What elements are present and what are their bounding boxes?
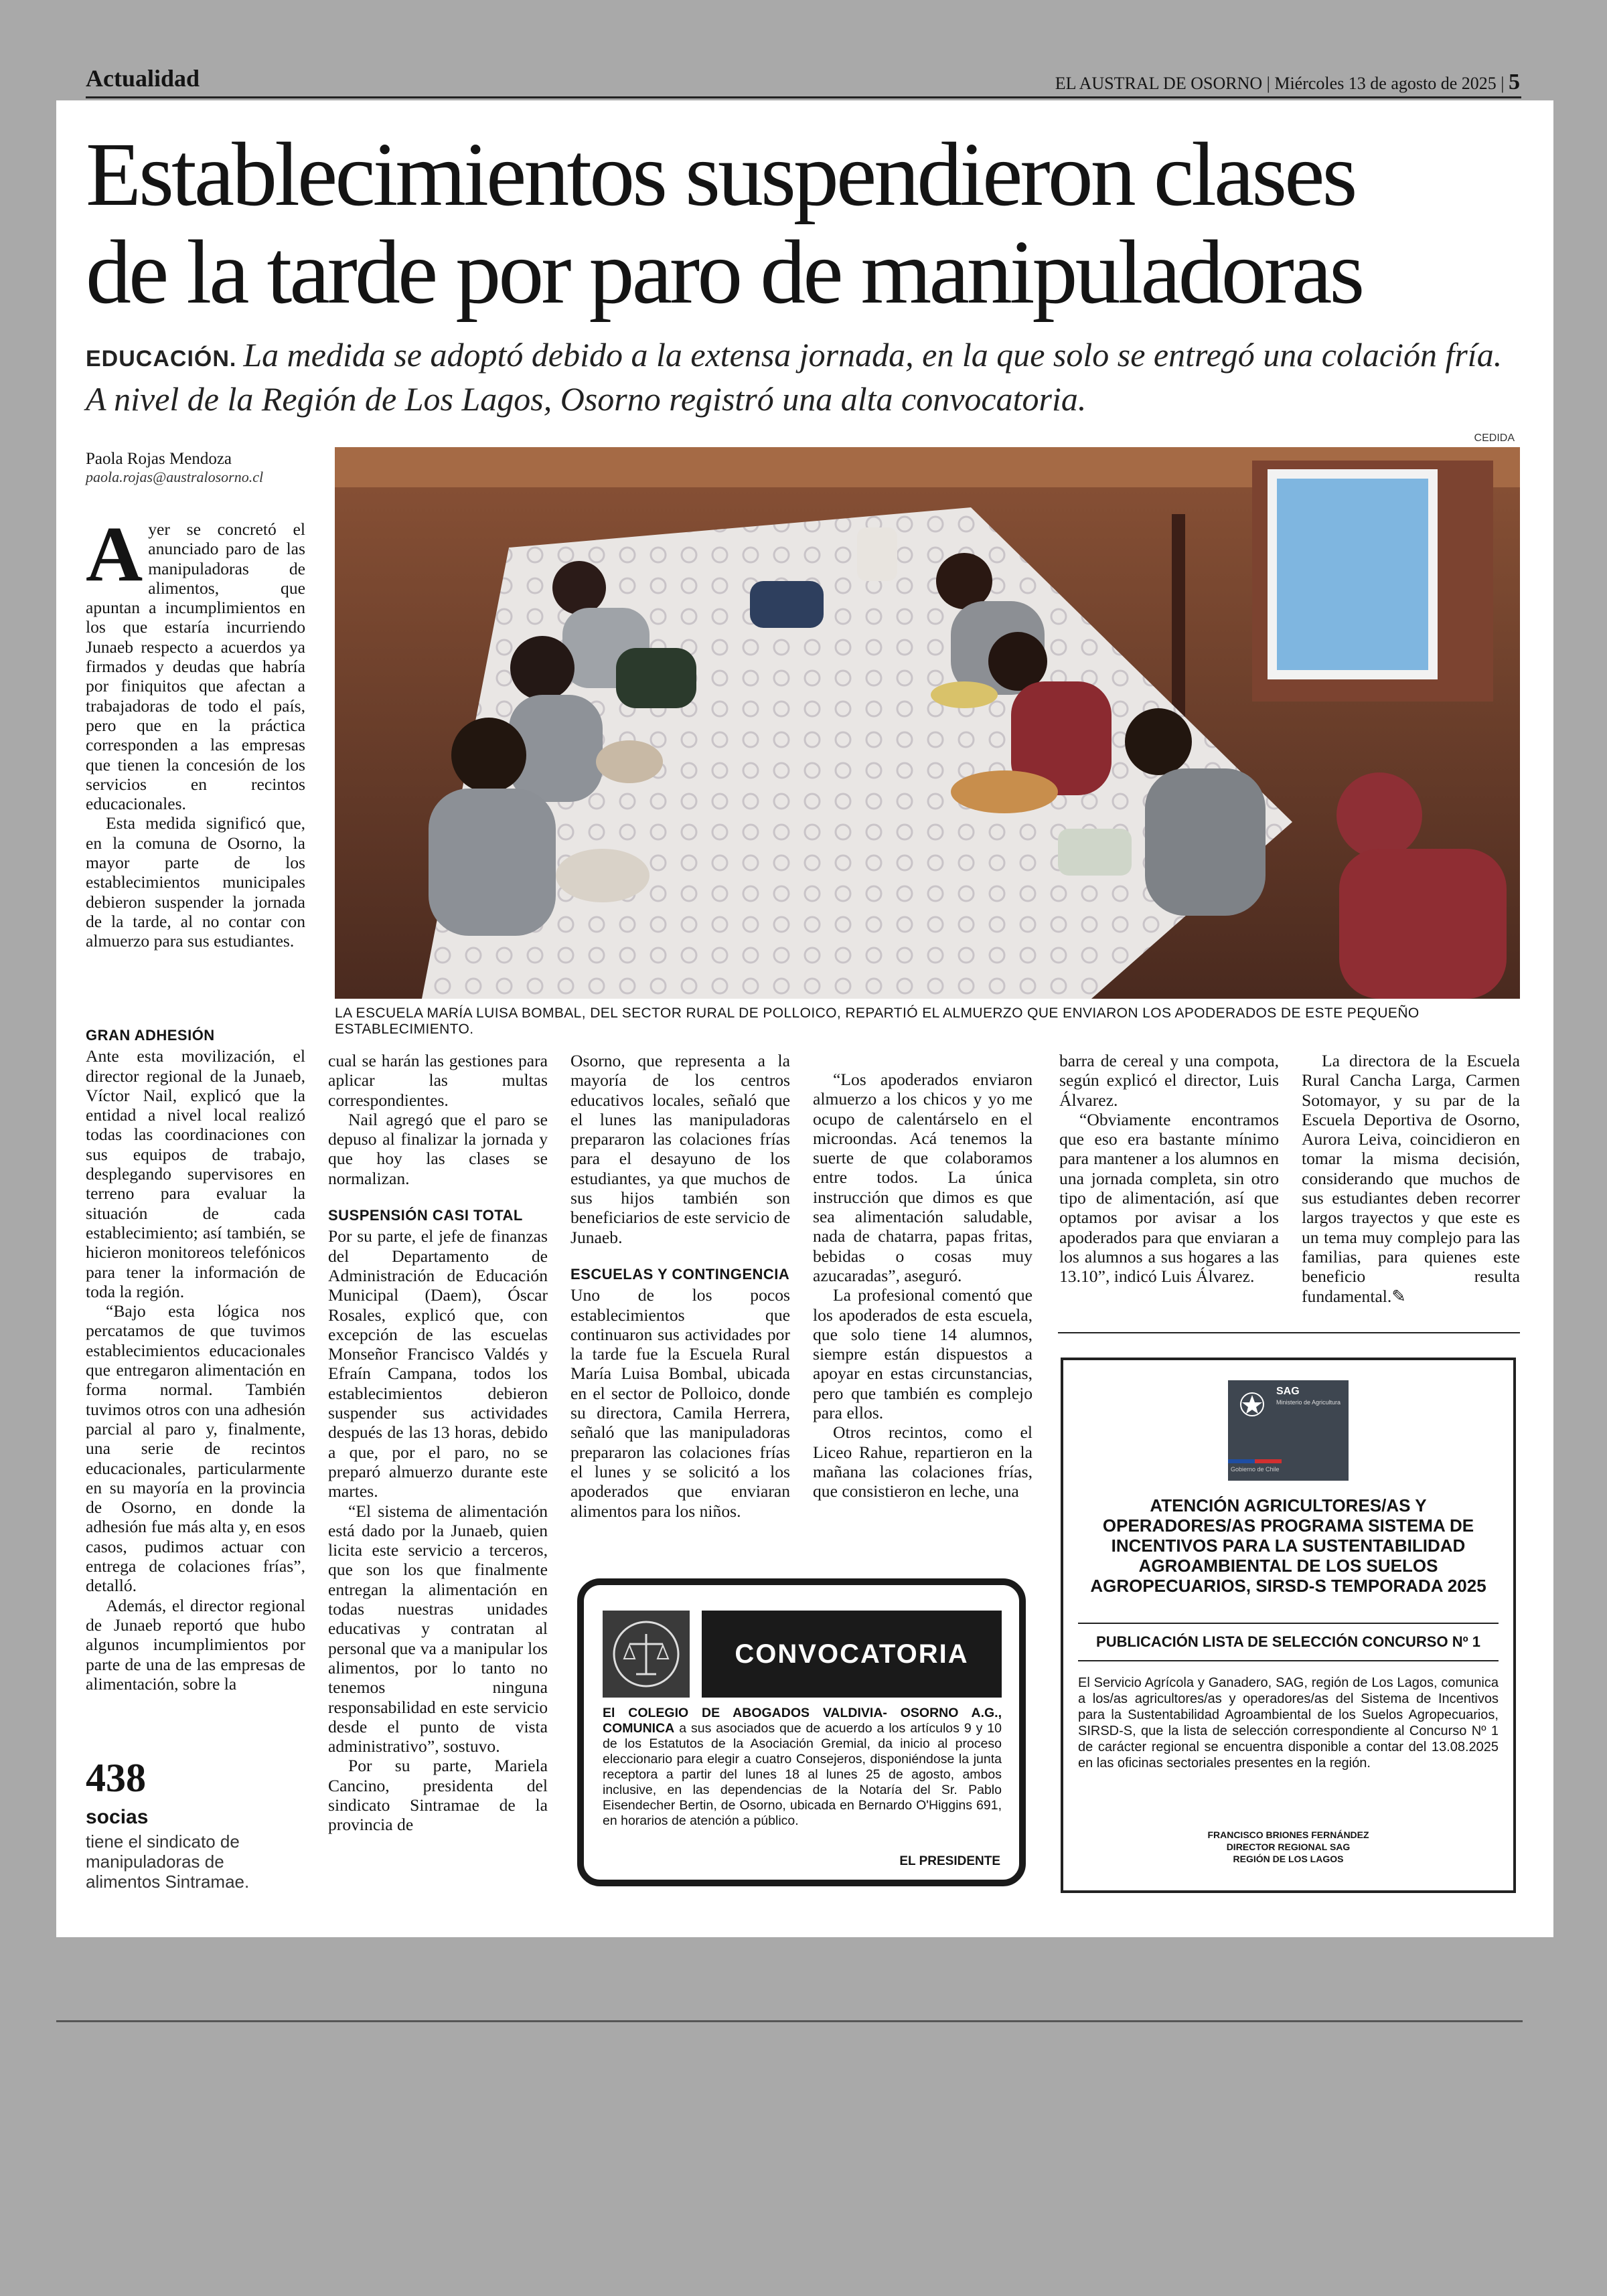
scales-of-justice-icon (603, 1611, 690, 1698)
stat-text: tiene el sindicato de manipuladoras de alimentos Sintramae. (86, 1831, 250, 1892)
subheading-suspension: SUSPENSIÓN CASI TOTAL (328, 1207, 523, 1224)
issue-date: Miércoles 13 de agosto de 2025 (1274, 74, 1497, 93)
author-name: Paola Rojas Mendoza (86, 450, 232, 468)
deck (86, 335, 1519, 419)
article-paragraph: Otros recintos, como el Liceo Rahue, repartieron en la mañana las colaciones frías, que consistieron en leche, una (813, 1422, 1032, 1501)
bar-association-logo (603, 1611, 690, 1698)
article-column-1b (86, 1008, 305, 1694)
article-paragraph: Osorno, que representa a la mayoría de los centros educativos locales, señaló que el lunes las manipuladoras prepararon las colaciones frías para el desayuno de los estudiantes, ya que muchos de sus hijos también son beneficiarios de este servicio de Junaeb. (570, 1051, 790, 1247)
article-column-5 (1059, 1051, 1279, 1287)
headline-line-1: Establecimientos suspendieron clases (86, 125, 1355, 225)
page-header-info: EL AUSTRAL DE OSORNO | Miércoles 13 de agosto de 2025 | 5 (1055, 70, 1520, 94)
sag-logo-subtitle: Ministerio de Agricultura (1276, 1399, 1341, 1406)
article-paragraph: barra de cereal y una compota, según explicó el director, Luis Álvarez. (1059, 1051, 1279, 1110)
deck-text: La medida se adoptó debido a la extensa jornada, en la que solo se entregó una colación fría. A nivel de la Región de Los Lagos, Osorno registró una alta convocatoria. (86, 336, 1503, 418)
sag-sign-role: DIRECTOR REGIONAL SAG (1226, 1841, 1351, 1852)
end-mark-icon: ✎ (1391, 1286, 1406, 1306)
sag-emblem-icon (1239, 1391, 1266, 1418)
sag-subheading: PUBLICACIÓN LISTA DE SELECCIÓN CONCURSO Nº 1 (1096, 1633, 1480, 1650)
article-paragraph: Nail agregó que el paro se depuso al finalizar la jornada y que hoy las clases se normalizan. (328, 1109, 548, 1188)
photo-credit: CEDIDA (1474, 432, 1515, 444)
deck-kicker: EDUCACIÓN. (86, 346, 237, 372)
convocatoria-body: El COLEGIO DE ABOGADOS VALDIVIA- OSORNO A.G., COMUNICA a sus asociados que de acuerdo a los artículos 9 y 10 de los Estatutos de la Asociación Gremial, da inicio al proceso eleccionario para elegir a cuatro Consejeros, disponiéndose la junta receptora a partir del lunes 18 al lunes 25 de agosto, ambos inclusive, en las dependencias de la Notaría del Sr. Pablo Eisendecher Bertin, de Osorno, ubicada en Bernardo O'Higgins 691, en horarios de atención a público. (603, 1706, 1002, 1828)
article-paragraph: “El sistema de alimentación está dado por la Junaeb, quien licita este servicio a terceros, que son los que finalmente entregan la alimentación en todas nuestras unidades educativas y contratan al personal que va a manipular los alimentos, por lo tanto no tenemos ninguna responsabilidad en este servicio desde el punto de vista administrativo”, sostuvo. (328, 1501, 548, 1756)
ad-sag (1061, 1358, 1516, 1893)
subheading-gran-adhesion: GRAN ADHESIÓN (86, 1027, 215, 1044)
page-number: 5 (1509, 70, 1520, 94)
subheading-escuelas: ESCUELAS Y CONTINGENCIA (570, 1265, 790, 1283)
sag-signature (1078, 1829, 1499, 1865)
classroom-photo-illustration (335, 447, 1520, 999)
article-paragraph: Esta medida significó que, en la comuna de Osorno, la mayor parte de los establecimientos municipales debieron suspender la jornada de la tarde, al no contar con almuerzo para sus estudiantes. (86, 813, 305, 951)
article-end-rule (1058, 1332, 1520, 1333)
article-paragraph: Uno de los pocos establecimientos que continuaron sus actividades por la tarde fue la Escuela Rural María Luisa Bombal, ubicada en el sector de Polloico, donde su directora, Camila Herrera, señaló que las manipuladoras prepararon las colaciones frías el lunes y se solicitó a los apoderados que enviaran alimentos para los niños. (570, 1285, 790, 1521)
sag-sign-region: REGIÓN DE LOS LAGOS (1233, 1854, 1344, 1864)
section-label: Actualidad (86, 65, 200, 92)
article-paragraph: “Los apoderados enviaron almuerzo a los chicos y yo me ocupo de calentárselo en el microondas. Acá tenemos la suerte de que colaboramos entre todos. La única instrucción que dimos es que sea alimentación saludable, nada de chatarra, papas fritas, bebidas o cosas muy azucaradas”, aseguró. (813, 1070, 1032, 1285)
article-paragraph: Por su parte, el jefe de finanzas del Departamento de Administración de Educación Municipal (Daem), Óscar Rosales, explicó que, con excepción de las escuelas Monseñor Francisco Valdés y Efraín Campana, todos los establecimientos debieron suspender sus actividades después de las 13 horas, debido a que, por el paro, no se preparó almuerzo durante este martes. (328, 1226, 548, 1501)
article-paragraph: La profesional comentó que los apoderados de esta escuela, que solo tiene 14 alumnos, siempre están dispuestos a apoyar en estas circunstancias, pero que también es complejo para ellos. (813, 1285, 1032, 1423)
ad-convocatoria (577, 1578, 1026, 1886)
convocatoria-signature: EL PRESIDENTE (899, 1854, 1000, 1868)
article-paragraph: La directora de la Escuela Rural Cancha Larga, Carmen Sotomayor, y su par de la Escuela Deportiva de Osorno, Aurora Leiva, coincidieron en tomar la misma decisión, considerando que muchos de sus estudiantes deben recorrer largos trayectos y que este es un tema muy complejo para las familias, para quienes este beneficio resulta fundamental.✎ (1302, 1051, 1520, 1306)
header-rule (86, 96, 1521, 98)
article-paragraph: Además, el director regional de Junaeb reportó que hubo algunos incumplimientos por parte de una de las empresas de alimentación, sobre la (86, 1595, 305, 1694)
article-column-2 (328, 1051, 548, 1835)
article-column-1 (86, 510, 305, 951)
convocatoria-title: CONVOCATORIA (702, 1611, 1002, 1698)
article-paragraph: “Obviamente encontramos que eso era bastante mínimo para mantener a los alumnos en una jornada completa, sin otro tipo de alimentación, así que optamos por avisar a los apoderados para que enviaran a los alumnos a sus hogares a las 13.10”, indicó Luis Álvarez. (1059, 1109, 1279, 1287)
author-email: paola.rojas@australosorno.cl (86, 469, 264, 485)
article-column-6 (1302, 1051, 1520, 1306)
article-column-4 (813, 1070, 1032, 1501)
article-paragraph: cual se harán las gestiones para aplicar las multas correspondientes. (328, 1051, 548, 1110)
photo-caption: LA ESCUELA MARÍA LUISA BOMBAL, DEL SECTOR RURAL DE POLLOICO, REPARTIÓ EL ALMUERZO QUE ENVIARON LOS APODERADOS DE ESTE PEQUEÑO ESTABLECIMIENTO. (335, 1005, 1420, 1037)
headline (86, 126, 1519, 321)
article-photo (335, 447, 1520, 999)
byline (86, 450, 327, 486)
article-column-3 (570, 1051, 790, 1521)
article-paragraph: Ayer se concretó el anunciado paro de las manipuladoras de alimentos, que apuntan a incumplimientos en los que estaría incurriendo Junaeb respecto a acuerdos ya firmados y deudas que habría por finiquitos que afectan a trabajadoras de todo el país, pero que en la práctica corresponden a las empresas que tienen la concesión de los servicios en recintos educacionales. (86, 510, 305, 814)
article-paragraph: Por su parte, Mariela Cancino, presidenta del sindicato Sintramae de la provincia de (328, 1756, 548, 1835)
paper-name: EL AUSTRAL DE OSORNO (1055, 74, 1263, 93)
sag-logo (1228, 1380, 1349, 1481)
sag-body: El Servicio Agrícola y Ganadero, SAG, región de Los Lagos, comunica a los/as agricultores/as y operadores/as del Sistema de Incentivos para la Sustentabilidad Agroambiental de los Suelos Agropecuarios, SIRSD-S, que la lista de selección correspondiente al Concurso Nº 1 de carácter regional se encuentra disponible a contar del 13.08.2025 en las oficinas sectoriales presentes en la región. (1078, 1675, 1499, 1771)
headline-line-2: de la tarde por paro de manipuladoras (86, 222, 1363, 323)
stat-number: 438 (86, 1756, 146, 1800)
article-paragraph: “Bajo esta lógica nos percatamos de que tuvimos establecimientos educacionales que entregaron alimentación en forma normal. También tuvimos otros con una adhesión parcial al paro y, finalmente, una serie de recintos educacionales, particularmente en su mayoría en la provincia de Osorno, en donde la adhesión fue más alta y, en esos casos, pudimos actuar con entrega de colaciones frías”, detalló. (86, 1301, 305, 1596)
article-paragraph: Ante esta movilización, el director regional de la Junaeb, Víctor Nail, explicó que la entidad a nivel local realizó todas las coordinaciones con sus equipos de trabajo, desplegando supervisores en terreno para evaluar la situación de cada establecimiento; así también, se hicieron monitoreos telefónicos para tener la información de toda la región. (86, 1046, 305, 1301)
sag-sign-name: FRANCISCO BRIONES FERNÁNDEZ (1207, 1829, 1369, 1840)
sag-heading: ATENCIÓN AGRICULTORES/AS Y OPERADORES/AS PROGRAMA SISTEMA DE INCENTIVOS PARA LA SUSTENTABILIDAD AGROAMBIENTAL DE LOS SUELOS AGROPECUARIOS, SIRSD-S TEMPORADA 2025 (1090, 1495, 1486, 1596)
sag-logo-title: SAG (1276, 1386, 1300, 1397)
bottom-rule (56, 2020, 1523, 2022)
sag-logo-footer: Gobierno de Chile (1231, 1466, 1280, 1473)
stat-label: socias (86, 1806, 149, 1828)
drop-cap: A (86, 510, 143, 598)
